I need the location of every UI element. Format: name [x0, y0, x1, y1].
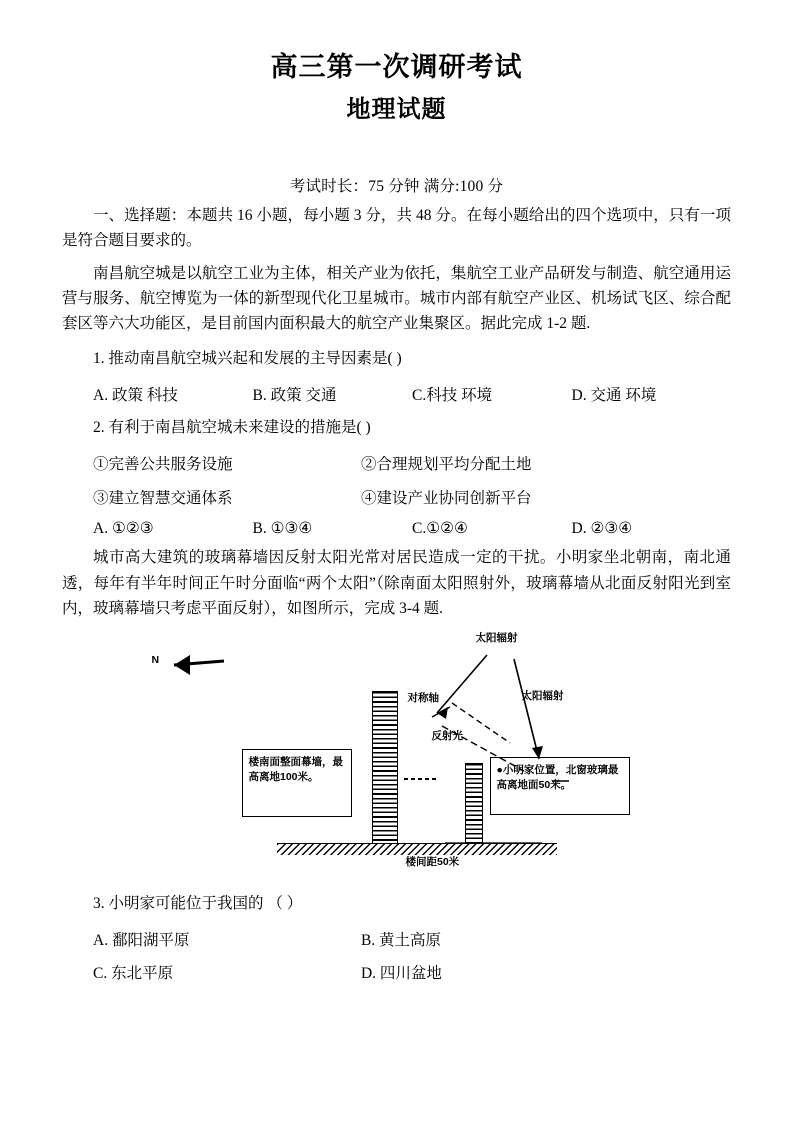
question-2-suboption-4: ④建设产业协同创新平台 — [360, 490, 532, 508]
north-label: N — [151, 653, 160, 666]
question-2-stem: 2. 有利于南昌航空城未来建设的措施是( ) — [93, 418, 371, 436]
page-subtitle: 地理试题 — [346, 97, 447, 124]
question-2-options — [62, 519, 731, 538]
page-title: 高三第一次调研考试 — [270, 52, 523, 82]
question-3-stem: 3. 小明家可能位于我国的 （ ） — [93, 894, 303, 912]
question-1-option-c[interactable]: C.科技 环境 — [412, 386, 493, 404]
question-2-option-b[interactable]: B. ①③④ — [252, 520, 313, 538]
question-1-options — [62, 383, 731, 405]
question-2-suboption-2: ②合理规划平均分配土地 — [360, 456, 532, 474]
question-2-option-d[interactable]: D. ②③④ — [571, 520, 633, 538]
left-annotation-box: 楼南面整面幕墙，最高离地100米。 — [242, 749, 352, 817]
sun-radiation-top-label: 太阳辐射 — [475, 631, 518, 644]
question-2-suboption-3: ③建立智慧交通体系 — [93, 490, 233, 508]
right-annotation-box: ●小明家位置，北窗玻璃最高离地面50米。 — [490, 757, 630, 815]
glass-curtain-wall-diagram — [132, 631, 662, 881]
question-2-suboption-1: ①完善公共服务设施 — [93, 456, 233, 474]
symmetry-axis-label: 对称轴 — [407, 691, 439, 704]
passage-one: 南昌航空城是以航空工业为主体，相关产业为依托，集航空工业产品研发与制造、航空通用运营与服务、航空博览为一体的新型现代化卫星城市。城市内部有航空产业区、机场试飞区、综合配套区等六大功能区，是目前国内面积最大的航空产业集聚区。据此完成 1-2 题. — [62, 264, 731, 332]
question-1-option-a[interactable]: A. 政策 科技 — [93, 386, 178, 404]
short-building — [465, 763, 483, 845]
question-3-options-row2 — [62, 961, 731, 983]
tall-building-curtain-wall — [372, 691, 398, 845]
exam-info: 考试时长：75 分钟 满分:100 分 — [289, 178, 504, 196]
question-3-options-row1 — [62, 928, 731, 950]
question-3-option-a[interactable]: A. 鄱阳湖平原 — [93, 931, 190, 949]
building-spacing-label: 楼间距50米 — [405, 855, 460, 868]
question-2-suboptions-row1 — [62, 452, 731, 474]
question-1-stem: 1. 推动南昌航空城兴起和发展的主导因素是( ) — [93, 349, 402, 367]
ground-hatching — [277, 843, 557, 855]
reflected-light-label: 反射光 — [431, 729, 463, 742]
sun-radiation-right-label: 太阳辐射 — [521, 689, 564, 702]
figure-container — [62, 631, 731, 881]
section-one-instructions: 一、选择题：本题共 16 小题，每小题 3 分，共 48 分。在每小题给出的四个选项中，只有一项是符合题目要求的。 — [62, 207, 731, 250]
question-2-option-a[interactable]: A. ①②③ — [93, 520, 154, 538]
question-1-option-d[interactable]: D. 交通 环境 — [571, 386, 657, 404]
question-2-option-c[interactable]: C.①②④ — [412, 520, 468, 538]
question-3-option-c[interactable]: C. 东北平原 — [93, 964, 174, 982]
question-3-option-b[interactable]: B. 黄土高原 — [360, 931, 442, 949]
question-1-option-b[interactable]: B. 政策 交通 — [252, 386, 337, 404]
passage-two: 城市高大建筑的玻璃幕墙因反射太阳光常对居民造成一定的干扰。小明家坐北朝南，南北通透，每年有半年时间正午时分面临“两个太阳”（除南面太阳照射外，玻璃幕墙从北面反射阳光到室内，玻璃幕墙只考虑平面反射），如图所示，完成 3-4 题. — [62, 549, 731, 617]
question-3-option-d[interactable]: D. 四川盆地 — [360, 964, 442, 982]
question-2-suboptions-row2 — [62, 486, 731, 508]
